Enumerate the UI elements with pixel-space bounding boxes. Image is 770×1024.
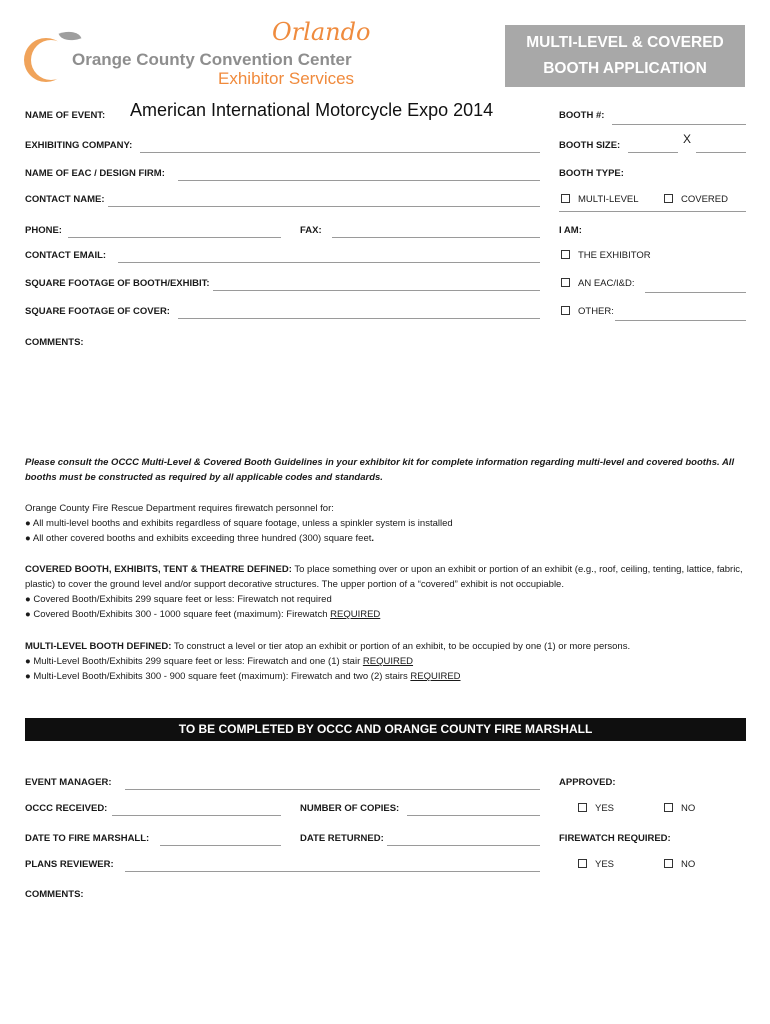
guidelines-note [25, 455, 745, 485]
firewatch-bullet-2-text: ● All other covered booths and exhibits exceeding three hundred (300) square feet [25, 533, 372, 544]
contact-email-field[interactable] [118, 262, 540, 263]
approved-no-option[interactable] [664, 803, 695, 814]
iam-other-field[interactable] [615, 320, 746, 321]
booth-type-multilevel[interactable] [561, 194, 639, 205]
covered-bullet-2-text: ● Covered Booth/Exhibits 300 - 1000 square feet (maximum): Firewatch [25, 609, 331, 620]
booth-type-label: BOOTH TYPE: [559, 168, 624, 179]
booth-number-label: BOOTH #: [559, 110, 605, 121]
office-comments-area[interactable] [25, 904, 746, 1004]
iam-exhibitor-option[interactable] [561, 250, 651, 261]
checkbox-icon[interactable] [578, 803, 587, 812]
iam-exhibitor-label: THE EXHIBITOR [578, 250, 651, 261]
eac-design-firm-label: NAME OF EAC / DESIGN FIRM: [25, 168, 165, 179]
fax-label: FAX: [300, 225, 322, 236]
comments-label: COMMENTS: [25, 337, 84, 348]
logo-orlando-script: Orlando [272, 18, 371, 46]
eac-design-firm-field[interactable] [178, 180, 540, 181]
checkbox-icon[interactable] [561, 278, 570, 287]
sqft-cover-field[interactable] [178, 318, 540, 319]
date-to-fire-marshall-label: DATE TO FIRE MARSHALL: [25, 833, 150, 844]
form-title-line1: MULTI-LEVEL & COVERED [526, 34, 724, 51]
checkbox-icon[interactable] [578, 859, 587, 868]
checkbox-icon[interactable] [664, 194, 673, 203]
firewatch-no-option[interactable] [664, 859, 695, 870]
iam-other-option[interactable] [561, 306, 614, 317]
event-manager-label: EVENT MANAGER: [25, 777, 112, 788]
contact-email-label: CONTACT EMAIL: [25, 250, 107, 261]
plans-reviewer-label: PLANS REVIEWER: [25, 859, 114, 870]
approved-label: APPROVED: [559, 777, 616, 788]
covered-bullet-1: ● Covered Booth/Exhibits 299 square feet or less: Firewatch not required [25, 594, 332, 605]
exhibiting-company-label: EXHIBITING COMPANY: [25, 140, 133, 151]
comments-area[interactable] [25, 352, 746, 442]
logo-main-text: Orange County Convention Center [72, 50, 352, 69]
contact-name-label: CONTACT NAME: [25, 194, 105, 205]
event-manager-field[interactable] [125, 789, 540, 790]
booth-type-covered-label: COVERED [681, 194, 728, 205]
multilevel-bullet-2 [25, 669, 745, 684]
firewatch-bullet-1: ● All multi-level booths and exhibits regardless of square footage, unless a spinkler system is installed [25, 518, 453, 529]
multilevel-bullet-1-required: REQUIRED [362, 656, 414, 667]
iam-eac-option[interactable] [561, 278, 635, 289]
multilevel-bullet-1-text: ● Multi-Level Booth/Exhibits 299 square feet or less: Firewatch and one (1) stair [25, 656, 363, 667]
booth-type-divider [559, 211, 746, 212]
firewatch-no-label: NO [681, 859, 696, 870]
form-title-box [505, 25, 745, 87]
office-use-header: TO BE COMPLETED BY OCCC AND ORANGE COUNTY FIRE MARSHALL [25, 718, 746, 741]
iam-eac-field[interactable] [645, 292, 746, 293]
multilevel-definition [25, 639, 745, 654]
covered-definition-section [25, 562, 745, 622]
occc-received-field[interactable] [112, 815, 281, 816]
multilevel-definition-text: To construct a level or tier atop an exhibit or portion of an exhibit, to be occupied by one (1) or more persons. [171, 641, 631, 652]
form-title-line2: BOOTH APPLICATION [543, 60, 707, 77]
occc-received-label: OCCC RECEIVED: [25, 803, 108, 814]
checkbox-icon[interactable] [664, 803, 673, 812]
phone-field[interactable] [68, 237, 281, 238]
booth-size-label: BOOTH SIZE: [559, 140, 621, 151]
logo-crescent-icon [31, 40, 71, 80]
firewatch-yes-label: YES [595, 859, 615, 870]
contact-name-field[interactable] [108, 206, 540, 207]
approved-yes-label: YES [595, 803, 615, 814]
multilevel-definition-heading: MULTI-LEVEL BOOTH DEFINED: [25, 641, 172, 652]
guidelines-note-text: Please consult the OCCC Multi-Level & Covered Booth Guidelines in your exhibitor kit for complete information regarding multi-level and covered booths. All booths must be constructed as required by all applicable codes and standards. [25, 457, 735, 483]
multilevel-definition-section [25, 639, 745, 684]
covered-definition-text: To place something over or upon an exhibit or portion of an exhibit (e.g., roof, ceiling, tenting, lattice, fabric, plastic) to cover the ground level and/or support decorative structures. The upper portion of a “covered” exhibit is not occupiable. [25, 564, 743, 590]
firewatch-bullet-2-period: . [371, 533, 375, 544]
i-am-label: I AM: [559, 225, 582, 236]
multilevel-bullet-2-text: ● Multi-Level Booth/Exhibits 300 - 900 square feet (maximum): Firewatch and two (2) stairs [25, 671, 411, 682]
approved-yes-option[interactable] [578, 803, 614, 814]
logo-sub-text: Exhibitor Services [218, 69, 355, 88]
booth-type-multilevel-label: MULTI-LEVEL [578, 194, 639, 205]
number-of-copies-label: NUMBER OF COPIES: [300, 803, 400, 814]
booth-number-field[interactable] [612, 124, 746, 125]
iam-other-label: OTHER: [578, 306, 614, 317]
exhibiting-company-field[interactable] [140, 152, 540, 153]
fax-field[interactable] [332, 237, 540, 238]
checkbox-icon[interactable] [561, 250, 570, 259]
sqft-cover-label: SQUARE FOOTAGE OF COVER: [25, 306, 170, 317]
covered-definition [25, 562, 745, 592]
date-returned-field[interactable] [387, 845, 540, 846]
date-returned-label: DATE RETURNED: [300, 833, 384, 844]
firewatch-required-label: FIREWATCH REQUIRED: [559, 833, 671, 844]
phone-label: PHONE: [25, 225, 62, 236]
number-of-copies-field[interactable] [407, 815, 540, 816]
covered-bullet-2-required: REQUIRED [330, 609, 381, 620]
firewatch-yes-option[interactable] [578, 859, 614, 870]
firewatch-section [25, 501, 745, 546]
firewatch-bullet-2 [25, 531, 745, 546]
plans-reviewer-field[interactable] [125, 871, 540, 872]
checkbox-icon[interactable] [664, 859, 673, 868]
event-name-value: American International Motorcycle Expo 2014 [130, 100, 494, 120]
multilevel-bullet-1 [25, 654, 745, 669]
checkbox-icon[interactable] [561, 194, 570, 203]
event-name-label: NAME OF EVENT: [25, 110, 106, 121]
booth-type-covered[interactable] [664, 194, 728, 205]
sqft-booth-label: SQUARE FOOTAGE OF BOOTH/EXHIBIT: [25, 278, 210, 289]
office-comments-label: COMMENTS: [25, 889, 84, 900]
booth-size-width-field[interactable] [628, 152, 678, 153]
firewatch-intro: Orange County Fire Rescue Department requires firewatch personnel for: [25, 503, 334, 514]
covered-bullet-2 [25, 607, 745, 622]
covered-definition-heading: COVERED BOOTH, EXHIBITS, TENT & THEATRE DEFINED: [25, 564, 292, 575]
sqft-booth-field[interactable] [213, 290, 540, 291]
multilevel-bullet-2-required: REQUIRED [410, 671, 461, 682]
date-to-fire-marshall-field[interactable] [160, 845, 281, 846]
booth-size-depth-field[interactable] [696, 152, 746, 153]
iam-eac-label: AN EAC/I&D: [578, 278, 635, 289]
booth-size-x: X [683, 132, 692, 146]
checkbox-icon[interactable] [561, 306, 570, 315]
approved-no-label: NO [681, 803, 696, 814]
